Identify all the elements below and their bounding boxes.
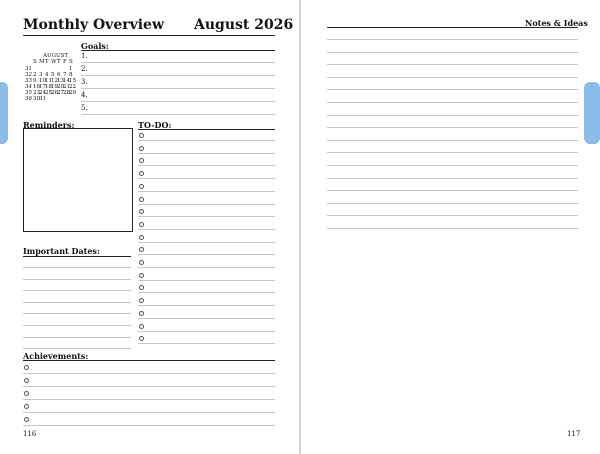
todo-line[interactable] <box>138 267 275 268</box>
todo-line[interactable] <box>138 204 275 205</box>
mini-calendar-day-header: S <box>69 59 73 65</box>
mini-calendar-day[interactable]: 21 <box>63 84 70 90</box>
header-rule <box>23 35 275 36</box>
todo-checkbox[interactable] <box>139 222 144 227</box>
todo-line[interactable] <box>138 254 275 255</box>
important-date-line[interactable] <box>23 325 131 326</box>
notes-line[interactable] <box>327 77 578 78</box>
notes-line[interactable] <box>327 127 578 128</box>
mini-calendar-day[interactable]: 1 <box>69 66 73 72</box>
mini-calendar-day[interactable]: 16 <box>33 84 40 90</box>
notes-line[interactable] <box>327 102 578 103</box>
notes-line[interactable] <box>327 215 578 216</box>
goals-heading: Goals: <box>81 41 109 51</box>
mini-calendar-month: AUGUST <box>43 53 69 59</box>
todo-checkbox[interactable] <box>139 133 144 138</box>
todo-line[interactable] <box>138 305 275 306</box>
notes-line[interactable] <box>327 190 578 191</box>
todo-line[interactable] <box>138 292 275 293</box>
achievement-checkbox[interactable] <box>24 378 29 383</box>
todo-line[interactable] <box>138 280 275 281</box>
mini-calendar-day[interactable]: 27 <box>57 90 64 96</box>
todo-line[interactable] <box>138 140 275 141</box>
mini-calendar-day[interactable]: 25 <box>45 90 52 96</box>
mini-calendar-week-number: 34 <box>25 84 32 90</box>
achievements-heading-rule <box>23 360 275 361</box>
mini-calendar-day[interactable]: 23 <box>33 90 40 96</box>
mini-calendar-week-number: 32 <box>25 72 32 78</box>
right-page <box>301 0 600 454</box>
todo-line[interactable] <box>138 178 275 179</box>
todo-line[interactable] <box>138 165 275 166</box>
mini-calendar-day[interactable]: 26 <box>51 90 58 96</box>
mini-calendar-day[interactable]: 12 <box>51 78 58 84</box>
achievement-line[interactable] <box>23 386 275 387</box>
todo-checkbox[interactable] <box>139 324 144 329</box>
mini-calendar-day[interactable]: 4 <box>45 72 49 78</box>
mini-calendar-day[interactable]: 5 <box>51 72 55 78</box>
important-date-line[interactable] <box>23 290 131 291</box>
todo-checkbox[interactable] <box>139 184 144 189</box>
mini-calendar-day-header: T <box>57 59 61 65</box>
mini-calendar-day[interactable]: 19 <box>51 84 58 90</box>
goals-heading-rule <box>81 50 275 51</box>
todo-line[interactable] <box>138 153 275 154</box>
goal-line[interactable] <box>81 62 275 63</box>
important-date-line[interactable] <box>23 337 131 338</box>
notes-line[interactable] <box>327 39 578 40</box>
mini-calendar-day[interactable]: 13 <box>57 78 64 84</box>
goal-line[interactable] <box>81 75 275 76</box>
mini-calendar-day[interactable]: 10 <box>39 78 46 84</box>
important-date-line[interactable] <box>23 279 131 280</box>
todo-line[interactable] <box>138 343 275 344</box>
todo-checkbox[interactable] <box>139 273 144 278</box>
mini-calendar-day[interactable]: 22 <box>69 84 76 90</box>
notes-line[interactable] <box>327 178 578 179</box>
todo-heading-rule <box>138 129 275 130</box>
important-date-line[interactable] <box>23 267 131 268</box>
mini-calendar-week-number: 35 <box>25 90 32 96</box>
achievement-checkbox[interactable] <box>24 417 29 422</box>
notes-line[interactable] <box>327 64 578 65</box>
goal-number: 3. <box>81 78 88 86</box>
notes-line[interactable] <box>327 115 578 116</box>
goal-number: 4. <box>81 91 88 99</box>
mini-calendar-day[interactable]: 8 <box>69 72 73 78</box>
right-page-tab[interactable] <box>584 82 600 144</box>
left-page-tab[interactable] <box>0 82 8 144</box>
achievement-checkbox[interactable] <box>24 391 29 396</box>
goal-line[interactable] <box>81 114 275 115</box>
todo-line[interactable] <box>138 331 275 332</box>
reminders-box[interactable] <box>23 128 133 232</box>
mini-calendar-day[interactable]: 6 <box>57 72 61 78</box>
mini-calendar-day-header: M <box>39 59 45 65</box>
mini-calendar-week-number: 31 <box>25 66 32 72</box>
goal-number: 5. <box>81 104 88 112</box>
todo-line[interactable] <box>138 191 275 192</box>
mini-calendar-day-header: W <box>51 59 57 65</box>
right-page-number: 117 <box>567 430 581 438</box>
achievement-line[interactable] <box>23 425 275 426</box>
reminders-heading: Reminders: <box>23 120 75 130</box>
todo-heading: TO-DO: <box>138 120 172 130</box>
notes-line[interactable] <box>327 165 578 166</box>
goal-number: 2. <box>81 65 88 73</box>
mini-calendar-day[interactable]: 9 <box>33 78 37 84</box>
notes-line[interactable] <box>327 52 578 53</box>
achievements-heading: Achievements: <box>23 351 89 361</box>
notes-line[interactable] <box>327 228 578 229</box>
notes-line[interactable] <box>327 89 578 90</box>
notes-heading: Notes & Ideas <box>525 18 588 28</box>
todo-line[interactable] <box>138 318 275 319</box>
mini-calendar-day[interactable]: 14 <box>63 78 70 84</box>
important-date-line[interactable] <box>23 348 131 349</box>
todo-line[interactable] <box>138 216 275 217</box>
achievement-checkbox[interactable] <box>24 404 29 409</box>
notes-line[interactable] <box>327 140 578 141</box>
todo-checkbox[interactable] <box>139 260 144 265</box>
todo-checkbox[interactable] <box>139 311 144 316</box>
mini-calendar-day[interactable]: 20 <box>57 84 64 90</box>
mini-calendar-day[interactable]: 30 <box>33 96 40 102</box>
mini-calendar-day[interactable]: 18 <box>45 84 52 90</box>
notes-line[interactable] <box>327 152 578 153</box>
mini-calendar-week-number: 36 <box>25 96 32 102</box>
notes-line[interactable] <box>327 203 578 204</box>
todo-line[interactable] <box>138 229 275 230</box>
mini-calendar-day[interactable]: 24 <box>39 90 46 96</box>
important-dates-heading: Important Dates: <box>23 246 100 256</box>
mini-calendar-day[interactable]: 28 <box>63 90 70 96</box>
mini-calendar-day[interactable]: 11 <box>45 78 52 84</box>
page-title: Monthly Overview <box>23 17 165 33</box>
todo-checkbox[interactable] <box>139 235 144 240</box>
mini-calendar-day-header: F <box>63 59 67 65</box>
left-page-number: 116 <box>23 430 37 438</box>
mini-calendar-day[interactable]: 31 <box>39 96 46 102</box>
mini-calendar-day[interactable]: 7 <box>63 72 67 78</box>
mini-calendar-week-number: 33 <box>25 78 32 84</box>
mini-calendar-day[interactable]: 2 <box>33 72 37 78</box>
achievement-line[interactable] <box>23 399 275 400</box>
mini-calendar-day-header: T <box>45 59 49 65</box>
important-date-line[interactable] <box>23 313 131 314</box>
mini-calendar-day[interactable]: 17 <box>39 84 46 90</box>
achievement-line[interactable] <box>23 412 275 413</box>
mini-calendar-day-header: S <box>33 59 37 65</box>
important-date-line[interactable] <box>23 302 131 303</box>
todo-line[interactable] <box>138 242 275 243</box>
mini-calendar-day[interactable]: 15 <box>69 78 76 84</box>
notes-heading-rule <box>327 27 578 28</box>
todo-checkbox[interactable] <box>139 197 144 202</box>
goal-number: 1. <box>81 52 88 60</box>
achievement-checkbox[interactable] <box>24 365 29 370</box>
mini-calendar-day[interactable]: 29 <box>69 90 76 96</box>
month-year-title: August 2026 <box>194 17 294 33</box>
important-dates-heading-rule <box>23 256 131 257</box>
achievement-line[interactable] <box>23 373 275 374</box>
goal-line[interactable] <box>81 88 275 89</box>
goal-line[interactable] <box>81 101 275 102</box>
todo-checkbox[interactable] <box>139 146 144 151</box>
mini-calendar-day[interactable]: 3 <box>39 72 43 78</box>
